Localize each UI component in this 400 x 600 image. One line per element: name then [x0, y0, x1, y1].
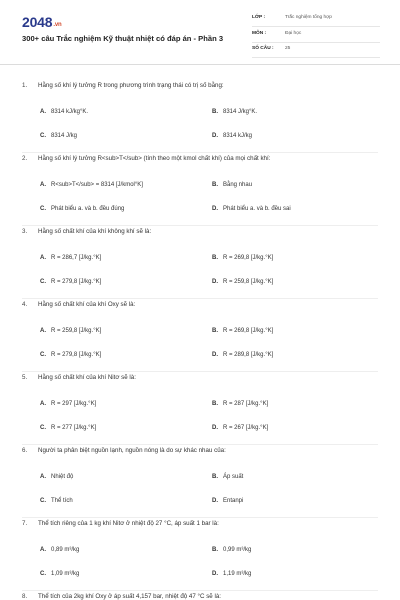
option-text: R = 269,8 [J/kg.°K]: [223, 255, 274, 261]
meta-key: MÔN :: [252, 31, 267, 36]
question-divider: [22, 444, 378, 445]
question-stem: Người ta phân biệt nguồn lạnh, nguồn nóng là do sự khác nhau của:: [38, 447, 226, 454]
option-letter: C.: [40, 279, 46, 285]
question-divider: [22, 298, 378, 299]
answer-option[interactable]: [40, 133, 77, 139]
option-text: 8314 kJ/kg°K.: [51, 109, 89, 115]
question-text: [22, 301, 135, 308]
option-text: R = 279,8 [J/kg.°K]: [51, 352, 102, 358]
option-letter: D.: [212, 571, 218, 577]
option-text: 1,09 m³/kg: [51, 571, 80, 577]
option-text: 1,19 m³/kg: [223, 571, 252, 577]
question-stem: Hằng số chất khí của khí Nitơ sẽ là:: [38, 374, 136, 381]
meta-value: Trắc nghiệm tổng hợp: [285, 15, 332, 20]
option-text: R = 269,8 [J/kg.°K]: [223, 328, 274, 334]
option-letter: A.: [40, 401, 46, 407]
option-text: 0,99 m³/kg: [223, 547, 252, 553]
question-divider: [22, 517, 378, 518]
logo-number: 2048: [22, 14, 53, 30]
question-stem: Hằng số chất khí của khí Oxy sẽ là:: [38, 301, 136, 308]
answer-option[interactable]: [40, 206, 124, 212]
question-stem: Thể tích của 2kg khí Oxy ở áp suất 4,157 bar, nhiệt độ 47 °C sẽ là:: [38, 593, 221, 600]
answer-option[interactable]: [40, 498, 73, 504]
option-text: R = 289,8 [J/kg.°K]: [223, 352, 274, 358]
option-letter: C.: [40, 498, 46, 504]
option-letter: A.: [40, 255, 46, 261]
option-letter: D.: [212, 279, 218, 285]
option-letter: A.: [40, 547, 46, 553]
question-number: 2.: [22, 155, 28, 162]
option-text: R<sub>T</sub> = 8314 [J/kmol°K]: [51, 182, 143, 188]
answer-option[interactable]: [212, 182, 252, 188]
question-number: 3.: [22, 228, 28, 235]
answer-option[interactable]: [212, 352, 273, 358]
question-divider: [22, 590, 378, 591]
answer-option[interactable]: [40, 352, 101, 358]
answer-option[interactable]: [212, 328, 273, 334]
question-number: 5.: [22, 374, 28, 381]
question-stem: Thể tích riêng của 1 kg khí Nitơ ở nhiệt độ 27 °C, áp suất 1 bar là:: [38, 520, 219, 527]
option-text: R = 279,8 [J/kg.°K]: [51, 279, 102, 285]
question-text: [22, 82, 224, 89]
option-letter: B.: [212, 401, 218, 407]
option-letter: D.: [212, 425, 218, 431]
answer-option[interactable]: [212, 571, 251, 577]
option-text: 8314 J/kg°K.: [223, 109, 258, 115]
option-text: R = 267 [J/kg.°K]: [223, 425, 269, 431]
option-text: Nhiệt độ: [51, 474, 74, 480]
option-text: 0,89 m³/kg: [51, 547, 80, 553]
answer-option[interactable]: [212, 279, 273, 285]
answer-option[interactable]: [212, 401, 268, 407]
answer-option[interactable]: [212, 498, 243, 504]
option-letter: A.: [40, 182, 46, 188]
option-letter: D.: [212, 133, 218, 139]
question-text: [22, 520, 219, 527]
answer-option[interactable]: [212, 425, 268, 431]
option-text: Entanpi: [223, 498, 244, 504]
logo-domain: .vn: [53, 22, 62, 28]
option-letter: B.: [212, 255, 218, 261]
question-number: 4.: [22, 301, 28, 308]
option-text: 8314 kJ/kg: [223, 133, 253, 139]
meta-key: LỚP :: [252, 15, 266, 20]
question-text: [22, 374, 136, 381]
question-stem: Hằng số khí lý tưởng R trong phương trình trạng thái có trị số bằng:: [38, 82, 224, 89]
meta-key: SỐ CÂU :: [252, 46, 274, 51]
option-letter: C.: [40, 571, 46, 577]
meta-value: Đại học: [285, 31, 302, 36]
option-letter: A.: [40, 109, 46, 115]
answer-option[interactable]: [40, 328, 101, 334]
answer-option[interactable]: [40, 571, 79, 577]
document-title: 300+ câu Trắc nghiệm Kỹ thuật nhiệt có đáp án - Phần 3: [22, 34, 224, 43]
question-number: 8.: [22, 593, 28, 600]
option-text: R = 259,8 [J/kg.°K]: [51, 328, 102, 334]
option-letter: C.: [40, 133, 46, 139]
answer-option[interactable]: [40, 547, 79, 553]
option-text: R = 277 [J/kg.°K]: [51, 425, 97, 431]
answer-option[interactable]: [212, 109, 257, 115]
answer-option[interactable]: [40, 255, 101, 261]
option-text: Thể tích: [51, 498, 73, 504]
question-divider: [22, 225, 378, 226]
option-text: Phát biểu a. và b. đều đúng: [51, 206, 125, 212]
option-letter: C.: [40, 425, 46, 431]
question-number: 7.: [22, 520, 28, 527]
option-letter: C.: [40, 206, 46, 212]
option-text: R = 297 [J/kg.°K]: [51, 401, 97, 407]
answer-option[interactable]: [40, 474, 73, 480]
question-divider: [22, 152, 378, 153]
option-letter: A.: [40, 328, 46, 334]
option-letter: B.: [212, 474, 218, 480]
answer-option[interactable]: [40, 425, 96, 431]
answer-option[interactable]: [40, 109, 88, 115]
question-number: 1.: [22, 82, 28, 89]
option-letter: B.: [212, 547, 218, 553]
question-text: [22, 593, 221, 600]
answer-option[interactable]: [212, 474, 243, 480]
answer-option[interactable]: [212, 255, 273, 261]
option-text: 8314 J/kg: [51, 133, 78, 139]
option-text: Phát biểu a. và b. đều sai: [223, 206, 291, 212]
option-letter: A.: [40, 474, 46, 480]
option-letter: D.: [212, 206, 218, 212]
option-letter: B.: [212, 109, 218, 115]
question-text: [22, 228, 151, 235]
question-stem: Hằng số khí lý tưởng R<sub>T</sub> (tính theo một kmol chất khí) của mọi chất khí:: [38, 155, 271, 162]
question-text: [22, 447, 226, 454]
option-text: R = 286,7 [J/kg.°K]: [51, 255, 102, 261]
question-divider: [22, 371, 378, 372]
option-text: R = 259,8 [J/kg.°K]: [223, 279, 274, 285]
option-text: R = 287 [J/kg.°K]: [223, 401, 269, 407]
answer-option[interactable]: [40, 401, 96, 407]
option-letter: B.: [212, 182, 218, 188]
option-letter: C.: [40, 352, 46, 358]
option-letter: D.: [212, 352, 218, 358]
option-letter: D.: [212, 498, 218, 504]
question-number: 6.: [22, 447, 28, 454]
answer-option[interactable]: [212, 206, 291, 212]
answer-option[interactable]: [212, 547, 251, 553]
answer-option[interactable]: [40, 279, 101, 285]
option-letter: B.: [212, 328, 218, 334]
answer-option[interactable]: [40, 182, 143, 188]
meta-value: 25: [285, 46, 291, 51]
answer-option[interactable]: [212, 133, 252, 139]
question-stem: Hằng số chất khí của khí không khí sẽ là:: [38, 228, 152, 235]
question-text: [22, 155, 270, 162]
option-text: Bằng nhau: [223, 182, 253, 188]
option-text: Áp suất: [223, 474, 244, 480]
